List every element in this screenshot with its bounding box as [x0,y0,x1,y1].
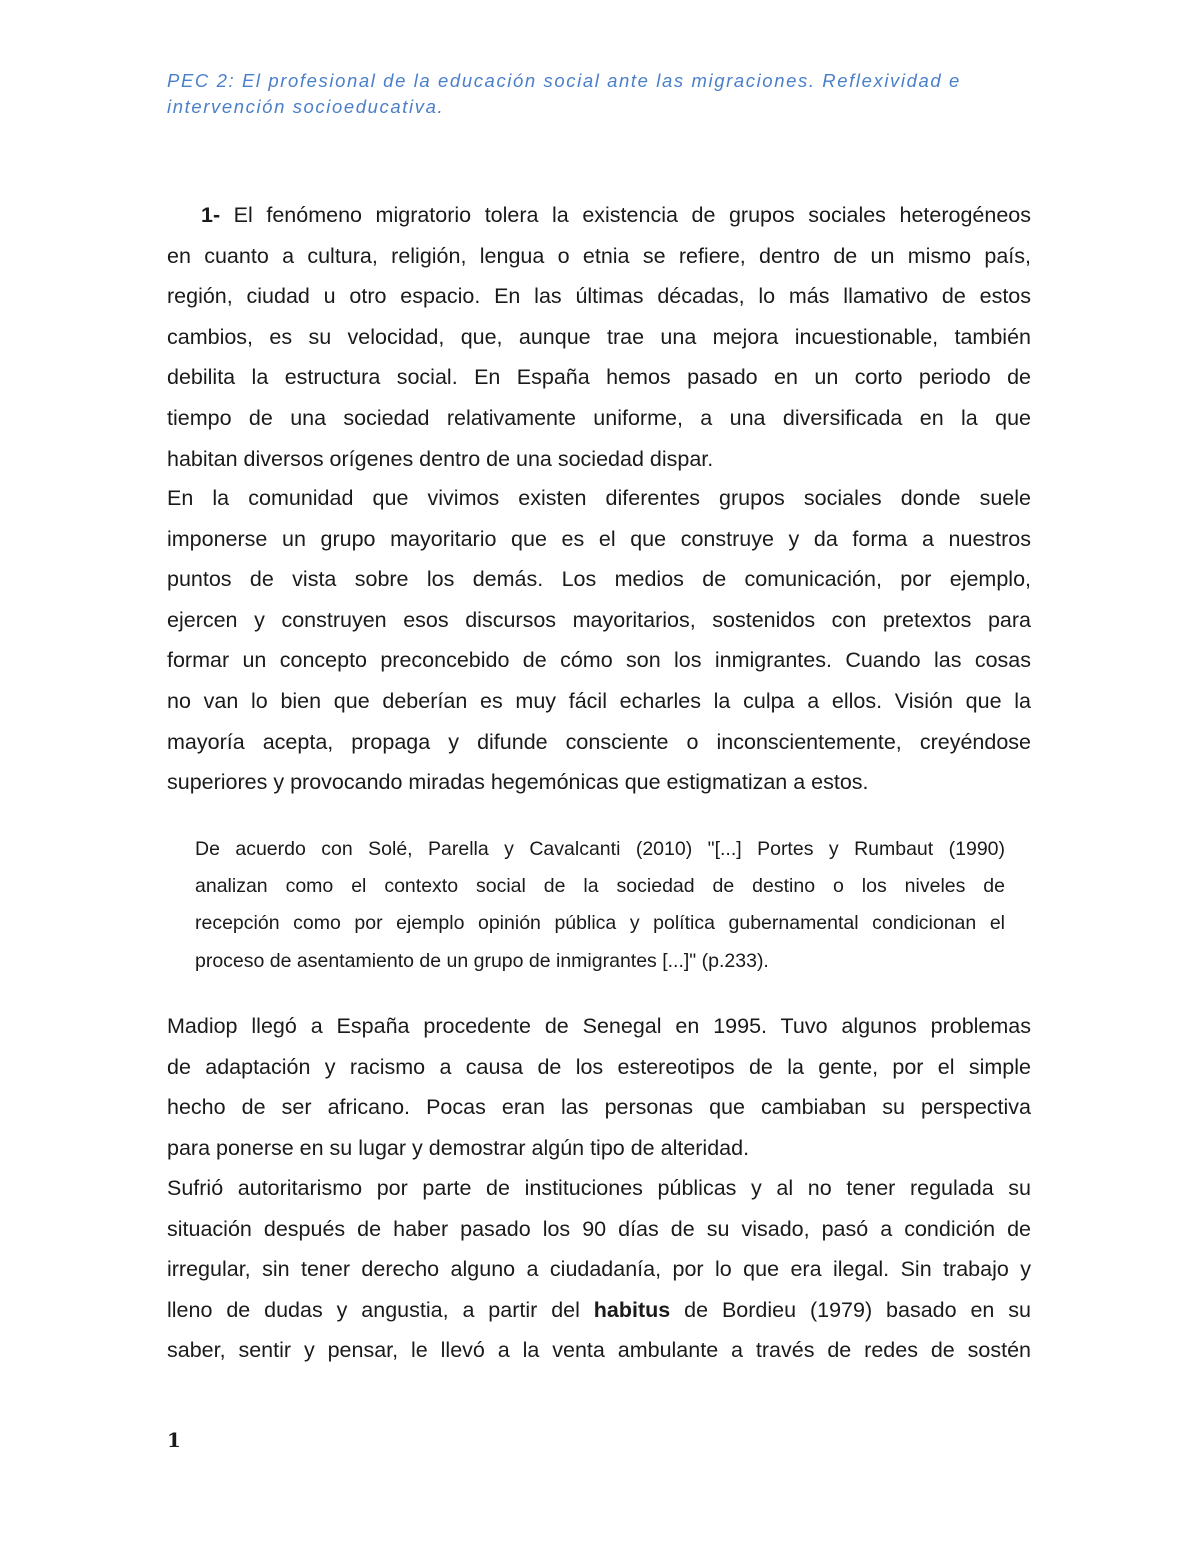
paragraph-4 [167,1168,1031,1371]
paragraph-3 [167,1006,1031,1168]
paragraph-line: irregular, sin tener derecho alguno a ciudadanía, por lo que era ilegal. Sin trabajo y [167,1257,1031,1282]
emphasis-term: habitus [593,1297,671,1322]
paragraph-line: formar un concepto preconcebido de cómo son los inmigrantes. Cuando las cosas [167,648,1031,673]
quote-line: analizan como el contexto social de la sociedad de destino o los niveles de [195,875,1005,898]
paragraph-line: no van lo bien que deberían es muy fácil echarles la culpa a ellos. Visión que la [167,688,1031,713]
quote-line: recepción como por ejemplo opinión pública y política gubernamental condicionan el [195,912,1005,935]
quote-line: proceso de asentamiento de un grupo de inmigrantes [...]" (p.233). [195,949,769,972]
paragraph-line: ejercen y construyen esos discursos mayoritarios, sostenidos con pretextos para [167,607,1031,632]
paragraph-line: para ponerse en su lugar y demostrar algún tipo de alteridad. [167,1135,750,1160]
paragraph-line: Sufrió autoritarismo por parte de instituciones públicas y al no tener regulada su [167,1176,1031,1200]
paragraph-line: en cuanto a cultura, religión, lengua o etnia se refiere, dentro de un mismo país, [167,243,1031,268]
paragraph-line [167,195,1031,236]
paragraph-line: de adaptación y racismo a causa de los estereotipos de la gente, por el simple [167,1054,1031,1079]
paragraph-line: debilita la estructura social. En España hemos pasado en un corto periodo de [167,365,1031,390]
paragraph-line: superiores y provocando miradas hegemónicas que estigmatizan a estos. [167,770,869,795]
paragraph-line: habitan diversos orígenes dentro de una sociedad dispar. [167,446,714,471]
block-quote [195,831,1005,980]
paragraph-text: de Bordieu (1979) basado en su [670,1297,1031,1322]
paragraph-line: puntos de vista sobre los demás. Los medios de comunicación, por ejemplo, [167,567,1031,592]
header-line: PEC 2: El profesional de la educación social ante las migraciones. Reflexividad e [167,70,961,91]
paragraph-2 [167,478,1031,803]
paragraph-line: hecho de ser africano. Pocas eran las personas que cambiaban su perspectiva [167,1095,1031,1120]
paragraph-line: En la comunidad que vivimos existen diferentes grupos sociales donde suele [167,486,1031,510]
section-number: 1- [201,203,221,227]
quote-line: De acuerdo con Solé, Parella y Cavalcanti (2010) "[...] Portes y Rumbaut (1990) [195,838,1005,860]
paragraph-line: Madiop llegó a España procedente de Senegal en 1995. Tuvo algunos problemas [167,1014,1031,1038]
paragraph-line: saber, sentir y pensar, le llevó a la venta ambulante a través de redes de sostén [167,1338,1031,1363]
paragraph-line: tiempo de una sociedad relativamente uniforme, a una diversificada en la que [167,405,1031,430]
page-header [167,68,1037,120]
paragraph-line: imponerse un grupo mayoritario que es el que construye y da forma a nuestros [167,526,1031,551]
paragraph-line-text: El fenómeno migratorio tolera la existencia de grupos sociales heterogéneos [220,203,1031,227]
paragraph-text: lleno de dudas y angustia, a partir del [167,1297,594,1322]
header-line: intervención socioeducativa. [167,96,445,117]
paragraph-line: región, ciudad u otro espacio. En las últimas décadas, lo más llamativo de estos [167,284,1031,309]
paragraph-line [167,1290,1031,1331]
paragraph-1 [167,195,1031,479]
paragraph-line: cambios, es su velocidad, que, aunque trae una mejora incuestionable, también [167,324,1031,349]
paragraph-line: situación después de haber pasado los 90 días de su visado, pasó a condición de [167,1216,1031,1241]
page-number: 1 [167,1428,181,1452]
paragraph-line: mayoría acepta, propaga y difunde consciente o inconscientemente, creyéndose [167,729,1031,754]
